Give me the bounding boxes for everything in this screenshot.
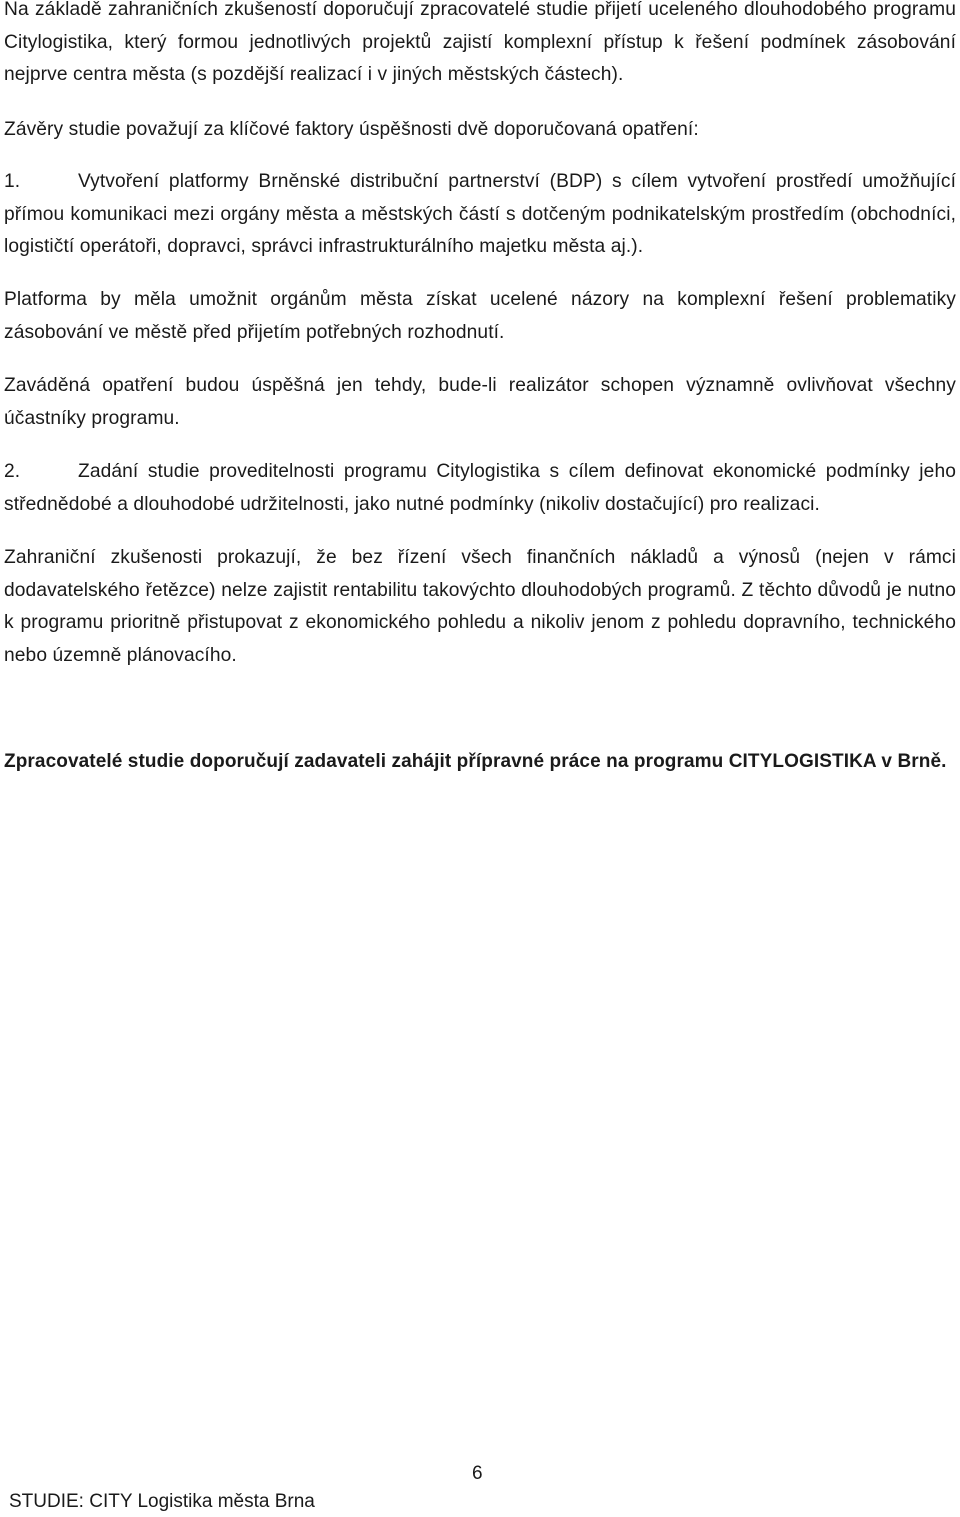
conclusions-text: Závěry studie považují za klíčové faktory úspěšnosti dvě doporučovaná opatření: xyxy=(4,119,699,140)
footer-title: STUDIE: CITY Logistika města Brna xyxy=(9,1491,315,1512)
foreign-experience-paragraph xyxy=(4,542,956,672)
measures-paragraph xyxy=(4,370,956,435)
recommendation-paragraph xyxy=(4,746,956,779)
measure-2-number: 2. xyxy=(4,461,21,482)
measure-2-paragraph xyxy=(4,456,956,521)
conclusions-paragraph xyxy=(4,114,956,147)
recommendation-text: Zpracovatelé studie doporučují zadavateli zahájit přípravné práce na programu CITYLOGISTIKA v Brně. xyxy=(4,751,947,772)
platform-paragraph xyxy=(4,284,956,349)
measure-1-number: 1. xyxy=(4,171,21,192)
measure-2-text: Zadání studie proveditelnosti programu Citylogistika s cílem definovat ekonomické podmínky jeho střednědobé a dlouhodobé udržitelnosti, jako nutné podmínky (nikoliv dostačující) pro realizaci. xyxy=(4,461,956,515)
measure-1-paragraph xyxy=(4,166,956,264)
measure-1-text: Vytvoření platformy Brněnské distribuční partnerství (BDP) s cílem vytvoření prostředí umožňující přímou komunikaci mezi orgány města a městských částí s dotčeným podnikatelským prostředím (obchodníci, logističtí operátoři, dopravci, správci infrastrukturálního majetku města aj.). xyxy=(4,171,956,257)
intro-text: Na základě zahraničních zkušeností doporučují zpracovatelé studie přijetí uceleného dlouhodobého programu Citylogistika, který formou jednotlivých projektů zajistí komplexní přístup k řešení podmínek zásobování nejprve centra města (s pozdější realizací i v jiných městských částech). xyxy=(4,0,956,85)
measures-text: Zaváděná opatření budou úspěšná jen tehdy, bude-li realizátor schopen významně ovlivňovat všechny účastníky programu. xyxy=(4,375,956,429)
foreign-experience-text: Zahraniční zkušenosti prokazují, že bez řízení všech finančních nákladů a výnosů (nejen v rámci dodavatelského řetězce) nelze zajistit rentabilitu takovýchto dlouhodobých programů. Z těchto důvodů je nutno k programu prioritně přistupovat z ekonomického pohledu a nikoliv jenom z pohledu dopravního, technického nebo územně plánovacího. xyxy=(4,547,956,666)
intro-paragraph xyxy=(4,0,956,92)
page-number: 6 xyxy=(472,1463,483,1484)
platform-text: Platforma by měla umožnit orgánům města získat ucelené názory na komplexní řešení problematiky zásobování ve městě před přijetím potřebných rozhodnutí. xyxy=(4,289,956,343)
